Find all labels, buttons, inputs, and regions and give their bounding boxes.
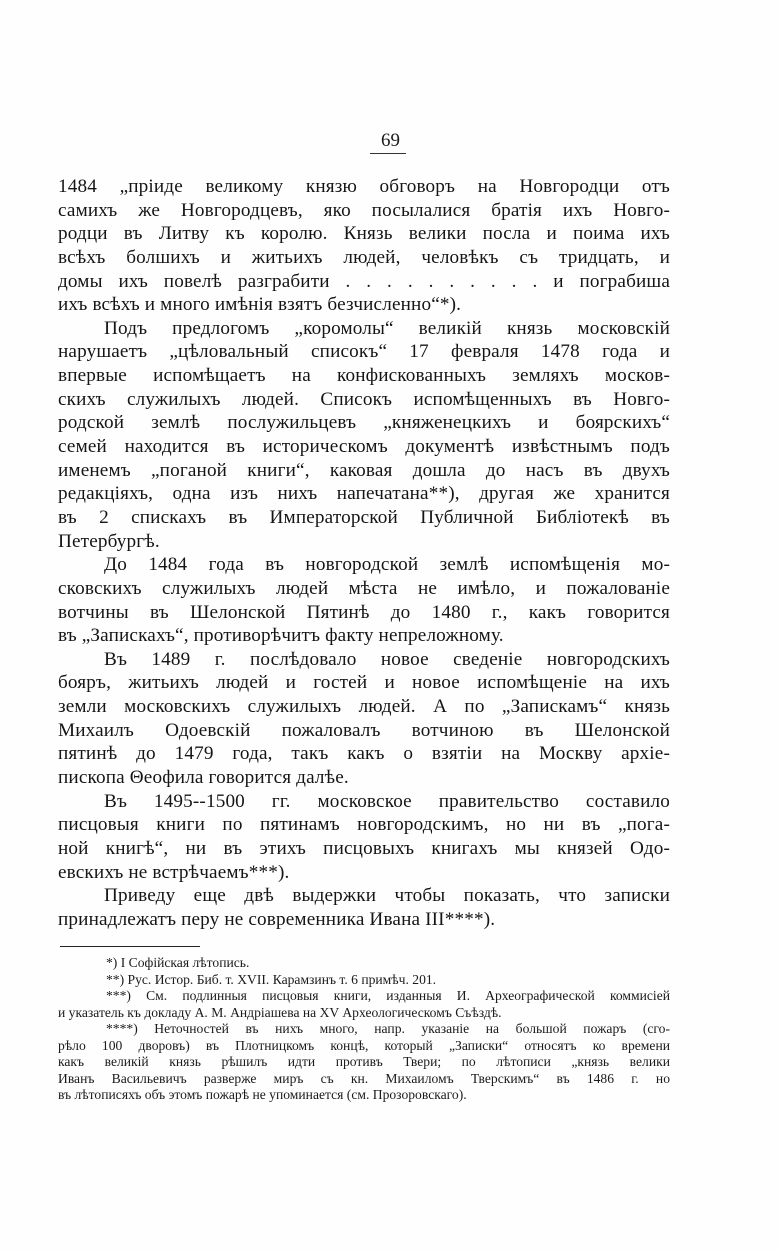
body-line: семей находится въ историческомъ документѣ извѣстнымъ подъ xyxy=(58,436,670,458)
page-number: 69 xyxy=(381,130,400,151)
body-line: въ 2 спискахъ въ Императорской Публичной Библiотекѣ въ xyxy=(58,506,670,528)
body-line: писцовыя книги по пятинамъ новгородскимъ, но ни въ „пога- xyxy=(58,814,670,836)
body-line: именемъ „поганой книги“, каковая дошла до насъ въ двухъ xyxy=(58,459,670,481)
body-line: редакцiяхъ, одна изъ нихъ напечатана**), другая же хранится xyxy=(58,483,670,505)
body-line: ной книгѣ“, ни въ этихъ писцовыхъ книгахъ мы князей Одо- xyxy=(58,837,670,859)
body-line: нарушаетъ „цѣловальный списокъ“ 17 февраля 1478 года и xyxy=(58,341,670,363)
body-text xyxy=(58,175,670,932)
footnote-line: **) Рус. Истор. Биб. т. XVII. Карамзинъ т. 6 примѣч. 201. xyxy=(106,971,437,987)
body-line: всѣхъ болшихъ и житьихъ людей, человѣкъ съ тридцать, и xyxy=(58,246,670,268)
footnote-line: какъ великiй князь рѣшилъ идти противъ Твери; по лѣтописи „князь велики xyxy=(58,1054,670,1069)
body-line: пископа Θеофила говорится далѣе. xyxy=(58,767,349,789)
body-line: родской землѣ послужильцевъ „княженецкихъ и боярскихъ“ xyxy=(58,412,670,434)
body-line: пятинѣ до 1479 года, такъ какъ о взятiи на Москву архiе- xyxy=(58,743,670,765)
body-line: Подъ предлогомъ „коромолы“ великiй князь московскiй xyxy=(104,317,670,339)
footnote-line: и указатель къ докладу А. М. Андрiашева на XV Археологическомъ Съѣздѣ. xyxy=(58,1004,502,1020)
body-line: земли московскихъ служилыхъ людей. А по „Запискамъ“ князь xyxy=(58,696,670,718)
body-line: До 1484 года въ новгородской землѣ испомѣщенiя мо- xyxy=(104,554,670,576)
footnote-line: Иванъ Васильевичъ разверже миръ съ кн. Михаиломъ Тверскимъ“ въ 1486 г. но xyxy=(58,1070,670,1086)
footnote-line: ****) Неточностей въ нихъ много, напр. указанiе на большой пожаръ (сго- xyxy=(106,1021,670,1036)
body-line: Въ 1495--1500 гг. московское правительство составило xyxy=(104,790,670,812)
footnote-line: рѣло 100 дворовъ) въ Плотницкомъ концѣ, который „Записки“ относятъ ко времени xyxy=(58,1037,670,1053)
body-line: родци въ Литву къ королю. Князь велики посла и поима ихъ xyxy=(58,223,670,245)
body-line: впервые испомѣщаетъ на конфискованныхъ земляхъ москов- xyxy=(58,365,670,387)
footnote-line: ***) См. подлинныя писцовыя книги, изданныя И. Археографической коммисiей xyxy=(106,988,670,1003)
footnote-line: въ лѣтописяхъ объ этомъ пожарѣ не упоминается (см. Прозоровскаго). xyxy=(58,1087,467,1102)
body-line: самихъ же Новгородцевъ, яко посылалися братiя ихъ Новго- xyxy=(58,199,670,221)
body-line: домы ихъ повелѣ разграбити . . . . . . . . . . и пограбиша xyxy=(58,270,670,292)
body-line: Въ 1489 г. послѣдовало новое сведенiе новгородскихъ xyxy=(104,648,670,670)
body-line: Петербургѣ. xyxy=(58,530,160,552)
body-line: ихъ всѣхъ и много имѣнiя взятъ безчисленно“*). xyxy=(58,294,462,316)
body-line: въ „Запискахъ“, противорѣчитъ факту непреложному. xyxy=(58,625,504,647)
body-line: бояръ, житьихъ людей и гостей и новое испомѣщенiе на ихъ xyxy=(58,672,670,694)
page-number-underline xyxy=(370,153,406,154)
body-line: Михаилъ Одоевскiй пожаловалъ вотчиною въ Шелонской xyxy=(58,719,670,741)
body-line: евскихъ не встрѣчаемъ***). xyxy=(58,861,290,883)
body-line: вотчины въ Шелонской Пятинѣ до 1480 г., какъ говорится xyxy=(58,601,670,623)
body-line: сковскихъ служилыхъ людей мѣста не имѣло, и пожалованiе xyxy=(58,577,670,599)
footnote-line: *) I Софiйская лѣтопись. xyxy=(106,955,250,970)
body-line: 1484 „прiиде великому князю обговоръ на Новгородци отъ xyxy=(58,176,670,197)
body-line: принадлежатъ перу не современника Ивана III****). xyxy=(58,908,496,930)
footnote-separator xyxy=(60,946,200,947)
body-line: Приведу еще двѣ выдержки чтобы показать, что записки xyxy=(104,885,670,907)
footnotes xyxy=(58,955,670,1104)
body-line: скихъ служилыхъ людей. Списокъ испомѣщенныхъ въ Новго- xyxy=(58,388,670,410)
